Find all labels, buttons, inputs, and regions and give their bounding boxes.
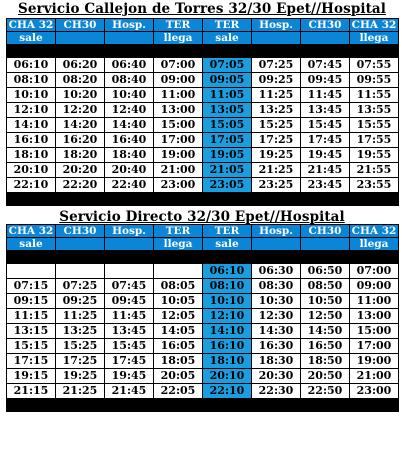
separator-band <box>7 399 399 412</box>
time-cell: 17:00 <box>154 133 203 148</box>
time-cell <box>56 264 105 279</box>
time-cell: 16:10 <box>7 133 56 148</box>
time-cell: 11:00 <box>154 88 203 103</box>
time-cell: 19:25 <box>56 369 105 384</box>
column-header: sale <box>7 32 56 45</box>
time-cell: 19:15 <box>7 369 56 384</box>
table-row <box>7 163 399 178</box>
band-cell <box>350 193 399 206</box>
band-cell <box>56 399 105 412</box>
band-cell <box>203 399 252 412</box>
column-header: TER <box>154 225 203 238</box>
time-cell: 19:00 <box>154 148 203 163</box>
time-cell: 13:25 <box>252 103 301 118</box>
time-cell: 13:45 <box>105 324 154 339</box>
band-cell <box>56 193 105 206</box>
time-cell: 13:45 <box>301 103 350 118</box>
time-cell: 13:00 <box>154 103 203 118</box>
table-row <box>7 148 399 163</box>
time-cell: 14:10 <box>7 118 56 133</box>
time-cell: 19:45 <box>301 148 350 163</box>
time-cell: 16:50 <box>301 339 350 354</box>
time-cell: 17:25 <box>56 354 105 369</box>
time-cell: 15:45 <box>301 118 350 133</box>
time-cell: 09:05 <box>203 73 252 88</box>
time-cell: 22:50 <box>301 384 350 399</box>
column-header <box>301 238 350 251</box>
time-cell: 12:50 <box>301 309 350 324</box>
time-cell: 21:55 <box>350 163 399 178</box>
time-cell: 13:15 <box>7 324 56 339</box>
time-cell: 16:40 <box>105 133 154 148</box>
time-cell: 18:40 <box>105 148 154 163</box>
time-cell: 17:15 <box>7 354 56 369</box>
time-cell: 16:05 <box>154 339 203 354</box>
band-cell <box>56 45 105 58</box>
time-cell: 19:25 <box>252 148 301 163</box>
time-cell: 21:45 <box>301 163 350 178</box>
column-header: CHA 32 <box>7 225 56 238</box>
time-cell: 23:45 <box>301 178 350 193</box>
header-row <box>7 225 399 238</box>
time-cell: 09:15 <box>7 294 56 309</box>
schedule-document <box>6 0 398 412</box>
band-cell <box>252 193 301 206</box>
time-cell: 08:30 <box>252 279 301 294</box>
time-cell: 11:45 <box>105 309 154 324</box>
time-cell: 23:00 <box>154 178 203 193</box>
column-header: TER <box>203 19 252 32</box>
band-cell <box>7 251 56 264</box>
table-row <box>7 354 399 369</box>
time-cell: 10:20 <box>56 88 105 103</box>
time-cell: 08:20 <box>56 73 105 88</box>
time-cell: 12:20 <box>56 103 105 118</box>
column-header <box>105 238 154 251</box>
time-cell: 06:10 <box>203 264 252 279</box>
band-cell <box>154 193 203 206</box>
time-cell: 18:05 <box>154 354 203 369</box>
time-cell: 06:40 <box>105 58 154 73</box>
table-row <box>7 58 399 73</box>
band-cell <box>252 251 301 264</box>
time-cell: 07:00 <box>154 58 203 73</box>
section2-title: Servicio Directo 32/30 Epet//Hospital <box>59 209 345 225</box>
table-row <box>7 309 399 324</box>
time-cell: 16:30 <box>252 339 301 354</box>
time-cell: 15:15 <box>7 339 56 354</box>
time-cell: 17:00 <box>350 339 399 354</box>
column-header: TER <box>203 225 252 238</box>
time-cell: 07:45 <box>105 279 154 294</box>
column-header: Hosp. <box>252 19 301 32</box>
time-cell: 21:25 <box>56 384 105 399</box>
time-cell: 19:00 <box>350 354 399 369</box>
time-cell: 22:05 <box>154 384 203 399</box>
time-cell: 12:30 <box>252 309 301 324</box>
band-cell <box>105 45 154 58</box>
time-cell: 20:10 <box>203 369 252 384</box>
time-cell: 09:00 <box>154 73 203 88</box>
section1-table <box>6 18 399 206</box>
column-header <box>56 32 105 45</box>
time-cell: 09:00 <box>350 279 399 294</box>
column-header: CHA 32 <box>350 225 399 238</box>
time-cell: 09:25 <box>56 294 105 309</box>
column-header <box>301 32 350 45</box>
time-cell: 12:10 <box>7 103 56 118</box>
header-row <box>7 32 399 45</box>
column-header: CH30 <box>301 225 350 238</box>
time-cell: 06:30 <box>252 264 301 279</box>
column-header: Hosp. <box>105 19 154 32</box>
time-cell: 08:10 <box>203 279 252 294</box>
time-cell: 18:30 <box>252 354 301 369</box>
band-cell <box>7 399 56 412</box>
band-cell <box>301 193 350 206</box>
table-row <box>7 103 399 118</box>
time-cell: 12:40 <box>105 103 154 118</box>
time-cell: 11:55 <box>350 88 399 103</box>
time-cell: 11:45 <box>301 88 350 103</box>
band-cell <box>105 399 154 412</box>
time-cell: 18:10 <box>203 354 252 369</box>
time-cell: 22:10 <box>203 384 252 399</box>
time-cell: 12:10 <box>203 309 252 324</box>
column-header <box>56 238 105 251</box>
time-cell: 07:00 <box>350 264 399 279</box>
time-cell: 22:30 <box>252 384 301 399</box>
header-row <box>7 19 399 32</box>
time-cell: 15:00 <box>350 324 399 339</box>
time-cell: 21:25 <box>252 163 301 178</box>
time-cell: 15:00 <box>154 118 203 133</box>
time-cell: 19:55 <box>350 148 399 163</box>
column-header: llega <box>350 32 399 45</box>
time-cell: 08:40 <box>105 73 154 88</box>
time-cell: 17:45 <box>301 133 350 148</box>
time-cell: 17:25 <box>252 133 301 148</box>
time-cell: 11:25 <box>252 88 301 103</box>
time-cell: 20:30 <box>252 369 301 384</box>
time-cell: 11:15 <box>7 309 56 324</box>
time-cell: 20:20 <box>56 163 105 178</box>
time-cell: 21:05 <box>203 163 252 178</box>
table-row <box>7 294 399 309</box>
band-cell <box>154 399 203 412</box>
time-cell: 21:45 <box>105 384 154 399</box>
time-cell: 09:45 <box>301 73 350 88</box>
time-cell: 18:10 <box>7 148 56 163</box>
column-header <box>105 32 154 45</box>
table-row <box>7 384 399 399</box>
time-cell: 11:05 <box>203 88 252 103</box>
band-cell <box>301 45 350 58</box>
time-cell: 17:05 <box>203 133 252 148</box>
band-cell <box>105 193 154 206</box>
time-cell: 17:45 <box>105 354 154 369</box>
time-cell: 14:05 <box>154 324 203 339</box>
band-cell <box>350 399 399 412</box>
time-cell: 21:00 <box>350 369 399 384</box>
band-cell <box>301 399 350 412</box>
time-cell: 09:55 <box>350 73 399 88</box>
time-cell: 15:45 <box>105 339 154 354</box>
column-header: Hosp. <box>105 225 154 238</box>
table-row <box>7 88 399 103</box>
column-header <box>252 238 301 251</box>
column-header: CHA 32 <box>350 19 399 32</box>
table-row <box>7 339 399 354</box>
time-cell: 07:45 <box>301 58 350 73</box>
time-cell: 23:05 <box>203 178 252 193</box>
section2-table <box>6 224 399 412</box>
time-cell: 10:05 <box>154 294 203 309</box>
band-cell <box>7 45 56 58</box>
band-cell <box>105 251 154 264</box>
time-cell <box>154 264 203 279</box>
time-cell: 12:05 <box>154 309 203 324</box>
time-cell: 23:25 <box>252 178 301 193</box>
column-header: llega <box>154 238 203 251</box>
time-cell: 07:05 <box>203 58 252 73</box>
band-cell <box>56 251 105 264</box>
time-cell: 07:25 <box>56 279 105 294</box>
table-row <box>7 73 399 88</box>
table-row <box>7 324 399 339</box>
time-cell: 10:10 <box>7 88 56 103</box>
time-cell: 10:40 <box>105 88 154 103</box>
separator-band <box>7 193 399 206</box>
column-header: CH30 <box>56 225 105 238</box>
column-header: llega <box>350 238 399 251</box>
time-cell: 08:05 <box>154 279 203 294</box>
column-header: sale <box>203 32 252 45</box>
band-cell <box>350 45 399 58</box>
time-cell: 23:55 <box>350 178 399 193</box>
section1-title: Servicio Callejon de Torres 32/30 Epet//Hospital <box>17 1 387 17</box>
column-header: Hosp. <box>252 225 301 238</box>
time-cell: 19:05 <box>203 148 252 163</box>
column-header: CH30 <box>56 19 105 32</box>
time-cell <box>105 264 154 279</box>
table-row <box>7 369 399 384</box>
time-cell: 18:20 <box>56 148 105 163</box>
time-cell: 07:15 <box>7 279 56 294</box>
time-cell: 08:50 <box>301 279 350 294</box>
time-cell: 14:40 <box>105 118 154 133</box>
time-cell: 10:30 <box>252 294 301 309</box>
time-cell: 22:20 <box>56 178 105 193</box>
band-cell <box>154 45 203 58</box>
time-cell: 13:00 <box>350 309 399 324</box>
column-header: CH30 <box>301 19 350 32</box>
time-cell: 21:00 <box>154 163 203 178</box>
time-cell: 09:45 <box>105 294 154 309</box>
separator-band <box>7 45 399 58</box>
time-cell: 15:25 <box>56 339 105 354</box>
band-cell <box>203 45 252 58</box>
time-cell: 10:10 <box>203 294 252 309</box>
time-cell: 09:25 <box>252 73 301 88</box>
time-cell: 19:45 <box>105 369 154 384</box>
band-cell <box>154 251 203 264</box>
time-cell: 14:30 <box>252 324 301 339</box>
time-cell: 15:25 <box>252 118 301 133</box>
time-cell: 15:55 <box>350 118 399 133</box>
time-cell: 07:25 <box>252 58 301 73</box>
table-row <box>7 178 399 193</box>
band-cell <box>252 45 301 58</box>
time-cell: 20:40 <box>105 163 154 178</box>
time-cell: 13:05 <box>203 103 252 118</box>
band-cell <box>203 251 252 264</box>
table-row <box>7 264 399 279</box>
separator-band <box>7 251 399 264</box>
time-cell: 13:55 <box>350 103 399 118</box>
time-cell: 16:20 <box>56 133 105 148</box>
column-header: llega <box>154 32 203 45</box>
time-cell: 16:10 <box>203 339 252 354</box>
time-cell: 14:50 <box>301 324 350 339</box>
time-cell: 23:00 <box>350 384 399 399</box>
time-cell: 22:10 <box>7 178 56 193</box>
time-cell: 11:25 <box>56 309 105 324</box>
band-cell <box>203 193 252 206</box>
band-cell <box>252 399 301 412</box>
column-header <box>252 32 301 45</box>
time-cell: 07:55 <box>350 58 399 73</box>
time-cell: 06:20 <box>56 58 105 73</box>
time-cell: 13:25 <box>56 324 105 339</box>
table-row <box>7 133 399 148</box>
band-cell <box>301 251 350 264</box>
time-cell: 18:50 <box>301 354 350 369</box>
column-header: sale <box>7 238 56 251</box>
time-cell: 17:55 <box>350 133 399 148</box>
table-row <box>7 279 399 294</box>
time-cell: 06:50 <box>301 264 350 279</box>
time-cell: 20:05 <box>154 369 203 384</box>
header-row <box>7 238 399 251</box>
time-cell: 20:50 <box>301 369 350 384</box>
time-cell: 22:40 <box>105 178 154 193</box>
time-cell: 14:10 <box>203 324 252 339</box>
time-cell: 10:50 <box>301 294 350 309</box>
column-header: sale <box>203 238 252 251</box>
time-cell: 08:10 <box>7 73 56 88</box>
column-header: TER <box>154 19 203 32</box>
time-cell <box>7 264 56 279</box>
time-cell: 15:05 <box>203 118 252 133</box>
time-cell: 06:10 <box>7 58 56 73</box>
column-header: CHA 32 <box>7 19 56 32</box>
time-cell: 20:10 <box>7 163 56 178</box>
band-cell <box>7 193 56 206</box>
band-cell <box>350 251 399 264</box>
time-cell: 21:15 <box>7 384 56 399</box>
time-cell: 14:20 <box>56 118 105 133</box>
time-cell: 11:00 <box>350 294 399 309</box>
table-row <box>7 118 399 133</box>
